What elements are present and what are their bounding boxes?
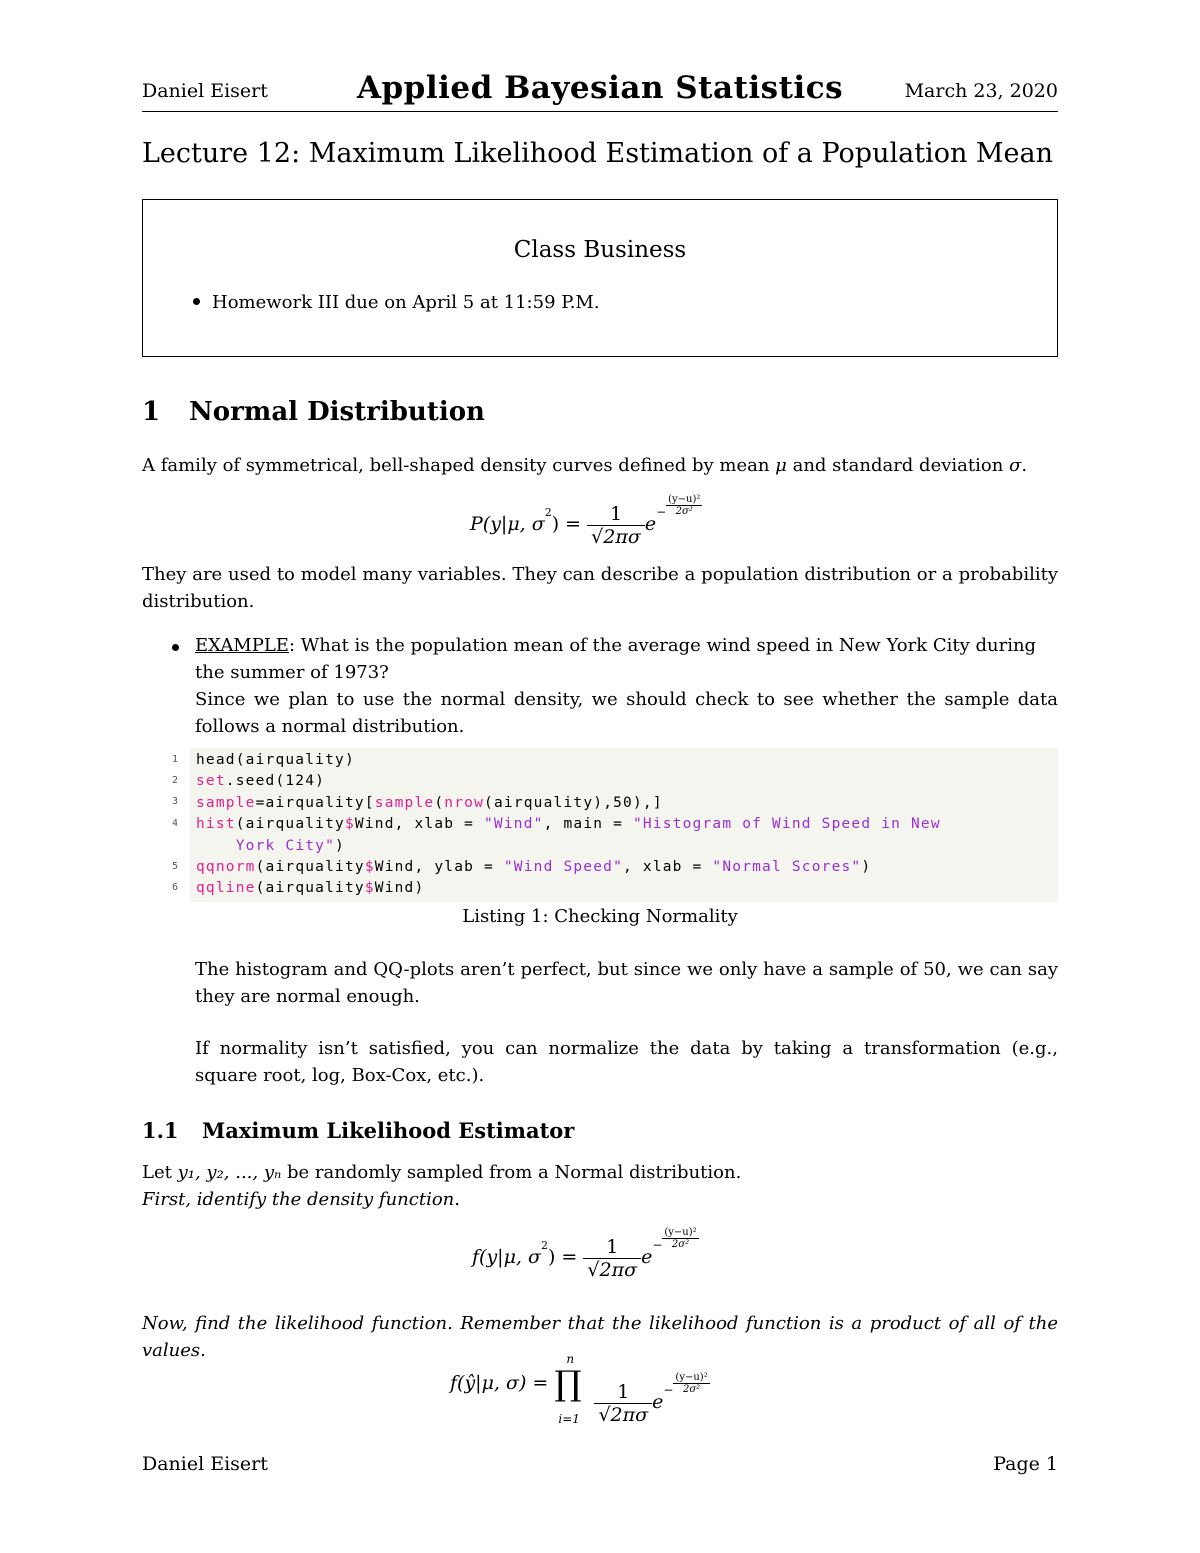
eq-exp-base: e bbox=[644, 513, 657, 535]
eq-lhs-close: ) = bbox=[551, 513, 582, 535]
line-number: 2 bbox=[172, 775, 179, 786]
subsection-heading bbox=[142, 1118, 574, 1143]
code-token: =airquality[ bbox=[255, 794, 375, 811]
class-business-item bbox=[193, 292, 600, 313]
code-token: York City" bbox=[235, 837, 336, 854]
eq-exp-fraction bbox=[666, 494, 702, 517]
density-function-equation bbox=[472, 1227, 699, 1281]
section-heading bbox=[142, 397, 485, 427]
eq-exp-numerator: (y−u)² bbox=[664, 1227, 697, 1238]
eq-lhs: f(ŷ|μ, σ) = bbox=[450, 1372, 549, 1394]
code-listing bbox=[196, 750, 941, 900]
example-item bbox=[172, 632, 1058, 740]
eq-exp-denominator: 2σ² bbox=[675, 506, 693, 517]
eq-exp-numerator: (y−u)² bbox=[668, 494, 701, 505]
let-statement bbox=[142, 1159, 1058, 1186]
code-line-1: head(airquality) bbox=[196, 752, 355, 768]
section-number: 1 bbox=[142, 397, 161, 427]
mu-symbol: μ bbox=[775, 455, 787, 476]
code-token: (airquality bbox=[255, 859, 365, 876]
bullet-icon bbox=[193, 298, 200, 305]
example-followup: Since we plan to use the normal density, we should check to see whether the sample data follows a normal distribution. bbox=[195, 689, 1058, 737]
code-token: Wind, xlab = bbox=[354, 816, 484, 833]
eq-lhs: P(y|μ, σ bbox=[470, 513, 545, 535]
code-token: (airquality bbox=[255, 880, 365, 897]
product-lower-limit: i=1 bbox=[558, 1412, 580, 1426]
code-token: ) bbox=[335, 837, 345, 854]
eq-lhs-sup: 2 bbox=[540, 1239, 548, 1252]
eq-numerator: 1 bbox=[594, 1381, 652, 1404]
code-token: hist bbox=[196, 816, 236, 833]
sample-variables: y₁, y₂, ..., yₙ bbox=[177, 1162, 282, 1183]
line-number: 5 bbox=[172, 861, 179, 872]
code-token: qqline bbox=[196, 880, 256, 897]
first-instruction: First, identify the density function. bbox=[142, 1189, 460, 1210]
example-question: What is the population mean of the average wind speed in New York City during the summer of 1973? bbox=[195, 635, 1037, 683]
code-token: "Wind" bbox=[484, 816, 544, 833]
eq-exp-sign: − bbox=[652, 1238, 663, 1252]
code-token: $ bbox=[364, 880, 375, 897]
section-intro bbox=[142, 452, 1058, 479]
eq-exp-denominator: 2σ² bbox=[671, 1239, 690, 1250]
header-date: March 23, 2020 bbox=[904, 80, 1058, 102]
intro-text: A family of symmetrical, bell-shaped density curves defined by mean bbox=[142, 455, 776, 476]
header-rule bbox=[142, 111, 1058, 112]
code-token: "Histogram of Wind Speed in New bbox=[632, 816, 941, 833]
eq-fraction bbox=[594, 1381, 652, 1426]
code-token: ) bbox=[861, 859, 872, 876]
code-token: , xlab = bbox=[623, 859, 713, 876]
code-token: (airquality),50),] bbox=[484, 794, 663, 811]
example-label: EXAMPLE bbox=[195, 635, 289, 656]
paragraph-histogram: The histogram and QQ-plots aren’t perfect, but since we only have a sample of 50, we can say they are normal enough. bbox=[195, 959, 1058, 1007]
eq-exp-denominator: 2σ² bbox=[682, 1384, 701, 1395]
eq-exp-sign: − bbox=[663, 1383, 674, 1397]
line-number: 1 bbox=[172, 754, 179, 765]
line-number: 6 bbox=[172, 882, 179, 893]
eq-denominator: √2πσ bbox=[587, 1258, 638, 1281]
intro-text-mid: and standard deviation bbox=[786, 455, 1010, 476]
lecture-title: Lecture 12: Maximum Likelihood Estimation of a Population Mean bbox=[142, 138, 1054, 169]
eq-lhs-close: ) = bbox=[547, 1246, 578, 1268]
class-business-box bbox=[142, 199, 1058, 357]
likelihood-equation bbox=[450, 1352, 710, 1440]
eq-exp-numerator: (y−u)² bbox=[675, 1372, 708, 1383]
product-symbol: ∏ bbox=[554, 1364, 582, 1404]
likelihood-instruction: Now, find the likelihood function. Remember that the likelihood function is a product of all of the values. bbox=[142, 1313, 1058, 1361]
course-title: Applied Bayesian Statistics bbox=[356, 70, 844, 106]
sigma-symbol: σ bbox=[1009, 455, 1022, 476]
normal-density-equation bbox=[470, 494, 702, 548]
code-token: .seed(124) bbox=[225, 773, 326, 790]
let-text-end: be randomly sampled from a Normal distribution. bbox=[281, 1162, 742, 1183]
code-token: "Normal Scores" bbox=[712, 859, 862, 876]
footer-page-number: Page 1 bbox=[993, 1453, 1058, 1475]
code-token: "Wind Speed" bbox=[503, 859, 624, 876]
code-token: $ bbox=[344, 816, 355, 833]
header-author: Daniel Eisert bbox=[142, 80, 268, 102]
code-token: (airquality bbox=[235, 816, 345, 833]
eq-exp-fraction bbox=[673, 1372, 709, 1395]
intro-text-end: . bbox=[1021, 455, 1028, 476]
eq-fraction bbox=[587, 503, 645, 548]
eq-exp-base: e bbox=[652, 1391, 664, 1413]
subsection-title: Maximum Likelihood Estimator bbox=[202, 1118, 575, 1143]
class-business-item-text: Homework III due on April 5 at 11:59 P.M. bbox=[212, 292, 600, 313]
product-operator bbox=[554, 1352, 588, 1440]
line-number: 4 bbox=[172, 818, 179, 829]
bullet-icon bbox=[172, 644, 179, 651]
code-token: Wind, ylab = bbox=[374, 859, 504, 876]
eq-numerator: 1 bbox=[587, 503, 645, 526]
eq-lhs: f(y|μ, σ bbox=[472, 1246, 541, 1268]
code-token: nrow bbox=[444, 794, 485, 811]
eq-exp-base: e bbox=[641, 1246, 653, 1268]
eq-denominator: √2πσ bbox=[591, 525, 641, 548]
code-token: Wind) bbox=[374, 880, 425, 897]
code-token: $ bbox=[364, 859, 375, 876]
paragraph-normality: If normality isn’t satisfied, you can normalize the data by taking a transformation (e.g., square root, log, Box-Cox, etc.). bbox=[195, 1038, 1058, 1086]
code-token: qqnorm bbox=[196, 859, 256, 876]
code-token: ( bbox=[434, 794, 445, 811]
eq-numerator: 1 bbox=[583, 1236, 641, 1259]
eq-exp-fraction bbox=[662, 1227, 698, 1250]
code-token: set bbox=[196, 773, 226, 790]
example-colon: : bbox=[288, 635, 296, 656]
code-token: sample bbox=[374, 794, 435, 811]
line-number: 3 bbox=[172, 796, 179, 807]
eq-denominator: √2πσ bbox=[598, 1403, 649, 1426]
paragraph-models: They are used to model many variables. They can describe a population distribution or a probability distribution. bbox=[142, 564, 1058, 612]
product-term bbox=[594, 1372, 709, 1426]
footer-author: Daniel Eisert bbox=[142, 1453, 268, 1475]
eq-lhs-sup: 2 bbox=[544, 506, 552, 519]
let-text: Let bbox=[142, 1162, 178, 1183]
product-upper-limit: n bbox=[566, 1352, 575, 1366]
class-business-title: Class Business bbox=[513, 237, 687, 263]
subsection-number: 1.1 bbox=[142, 1118, 179, 1143]
section-title: Normal Distribution bbox=[189, 397, 485, 427]
listing-caption: Listing 1: Checking Normality bbox=[462, 906, 738, 927]
eq-exp-sign: − bbox=[656, 505, 667, 519]
code-token: , main = bbox=[543, 816, 633, 833]
code-token: sample bbox=[196, 794, 256, 811]
eq-fraction bbox=[583, 1236, 641, 1281]
